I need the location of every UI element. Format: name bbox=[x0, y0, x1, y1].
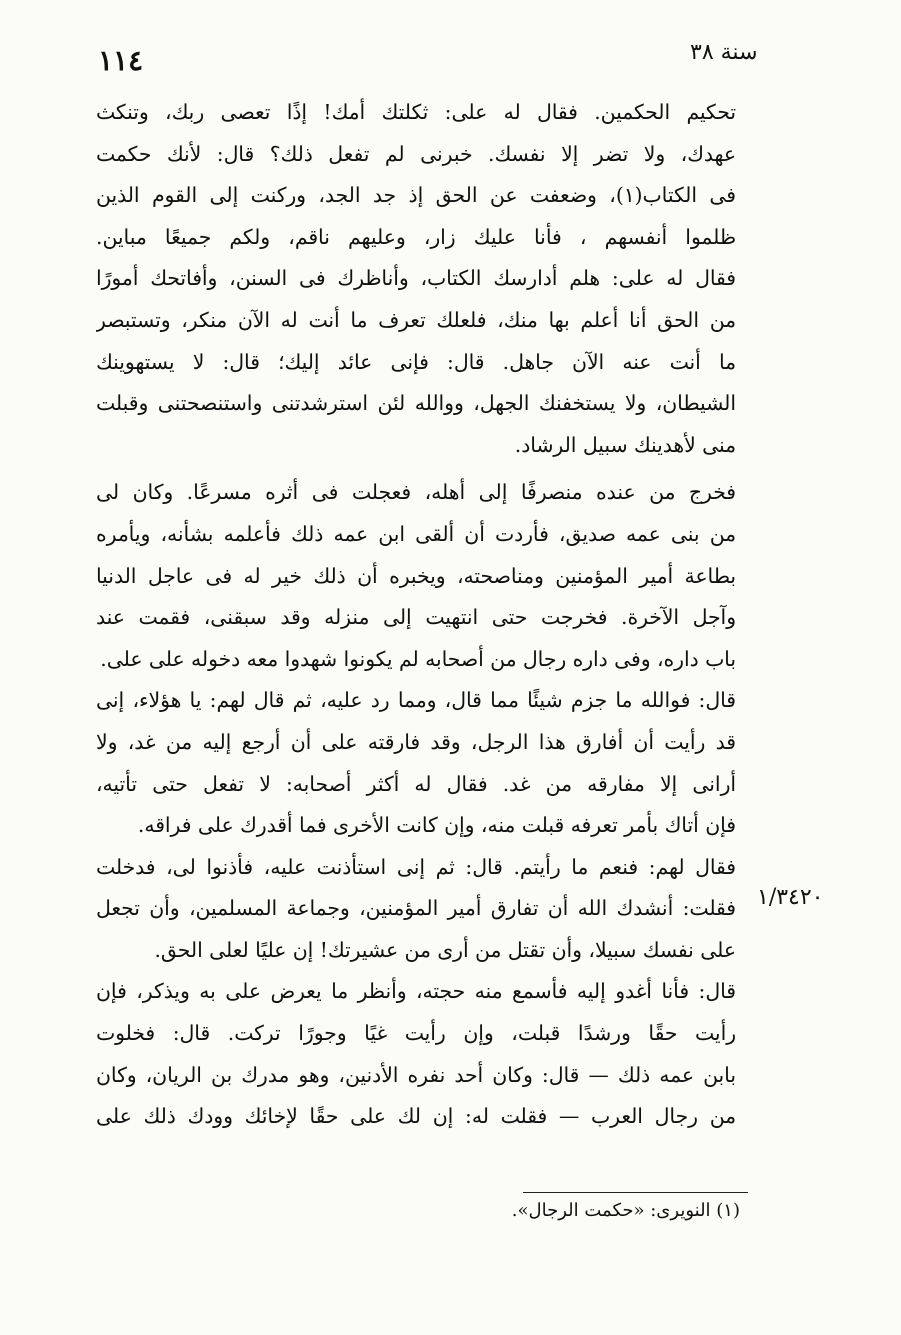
paragraph bbox=[96, 680, 736, 846]
text-line: فقلت: أنشدك الله أن تفارق أمير المؤمنين، وجماعة المسلمين، وأن تجعل bbox=[96, 896, 736, 921]
text-line: باب داره، وفى داره رجال من أصحابه لم يكونوا شهدوا معه دخوله على على. bbox=[100, 646, 736, 671]
text-line: فخرج من عنده منصرفًا إلى أهله، فعجلت فى أثره مسرعًا. وكان لى bbox=[96, 480, 736, 505]
paragraph bbox=[96, 971, 736, 1137]
text-line: فى الكتاب(١)، وضعفت عن الحق إذ جد الجد، وركنت إلى القوم الذين bbox=[96, 183, 736, 208]
text-line: الشيطان، ولا يستخفنك الجهل، ووالله لئن استرشدتنى واستنصحتنى وقبلت bbox=[96, 391, 736, 416]
footnote: (١) النويرى: «حكمت الرجال». bbox=[511, 1200, 740, 1221]
text-line: قال: فوالله ما جزم شيئًا مما قال، ومما رد عليه، ثم قال لهم: يا هؤلاء، إنى bbox=[96, 688, 736, 713]
text-line: من الحق أنا أعلم بها منك، فلعلك تعرف ما أنت له الآن منكر، وتستبصر bbox=[96, 307, 736, 332]
text-line: فقال لهم: فنعم ما رأيتم. قال: ثم إنى استأذنت عليه، فأذنوا لى، فدخلت bbox=[96, 854, 736, 879]
body-text bbox=[96, 92, 736, 1138]
text-line: قال: فأنا أغدو إليه فأسمع منه حجته، وأنظر ما يعرض على به ويذكر، فإن bbox=[96, 979, 736, 1004]
text-line: أرانى إلا مفارقه من غد. فقال له أكثر أصحابه: لا تفعل حتى تأتيه، bbox=[96, 771, 736, 796]
year-header: سنة ٣٨ bbox=[690, 40, 758, 65]
text-line: من رجال العرب — فقلت له: إن لك على حقًا لإخائك وودك ذلك على bbox=[96, 1104, 736, 1129]
paragraph bbox=[96, 847, 736, 972]
text-line: وآجل الآخرة. فخرجت حتى انتهيت إلى منزله وقد سبقنى، فقمت عند bbox=[96, 605, 736, 630]
text-line: رأيت حقًا ورشدًا قبلت، وإن رأيت غيًا وجورًا تركت. قال: فخلوت bbox=[96, 1021, 736, 1046]
text-line: ظلموا أنفسهم ، فأنا عليك زار، وعليهم ناقم، ولكم جميعًا مباين. bbox=[96, 224, 736, 249]
text-line: فقال له على: هلم أدارسك الكتاب، وأناظرك فى السنن، وأفاتحك أمورًا bbox=[96, 266, 736, 291]
text-line: تحكيم الحكمين. فقال له على: ثكلتك أمك! إذًا تعصى ربك، وتنكث bbox=[96, 100, 736, 124]
text-line: بطاعة أمير المؤمنين ومناصحته، ويخبره أن ذلك خير له فى عاجل الدنيا bbox=[96, 563, 736, 588]
text-line: عهدك، ولا تضر إلا نفسك. خبرنى لم تفعل ذلك؟ قال: لأنك حكمت bbox=[96, 141, 736, 166]
text-line: على نفسك سبيلا، وأن تقتل من أرى من عشيرتك! إن عليًا لعلى الحق. bbox=[154, 937, 736, 962]
text-line: فإن أتاك بأمر تعرفه قبلت منه، وإن كانت الأخرى فما أقدرك على فراقه. bbox=[137, 813, 736, 838]
footnote-divider bbox=[523, 1192, 748, 1193]
text-line: بابن عمه ذلك — قال: وكان أحد نفره الأدنين، وهو مدرك بن الريان، وكان bbox=[96, 1062, 736, 1087]
page-number: ١١٤ bbox=[98, 44, 144, 77]
text-line: من بنى عمه صديق، فأردت أن ألقى ابن عمه ذلك فأعلمه بشأنه، ويأمره bbox=[96, 521, 736, 546]
text-line: ما أنت عنه الآن جاهل. قال: فإنى عائد إليك؛ قال: لا يستهوينك bbox=[96, 349, 736, 374]
margin-reference: ١/٣٤٢٠ bbox=[757, 885, 824, 910]
paragraph bbox=[96, 92, 736, 466]
text-line: منى لأهدينك سبيل الرشاد. bbox=[514, 432, 736, 457]
text-line: قد رأيت أن أفارق هذا الرجل، وقد فارقته على أن أرجع إليه من غد، ولا bbox=[96, 729, 736, 754]
paragraph bbox=[96, 472, 736, 680]
